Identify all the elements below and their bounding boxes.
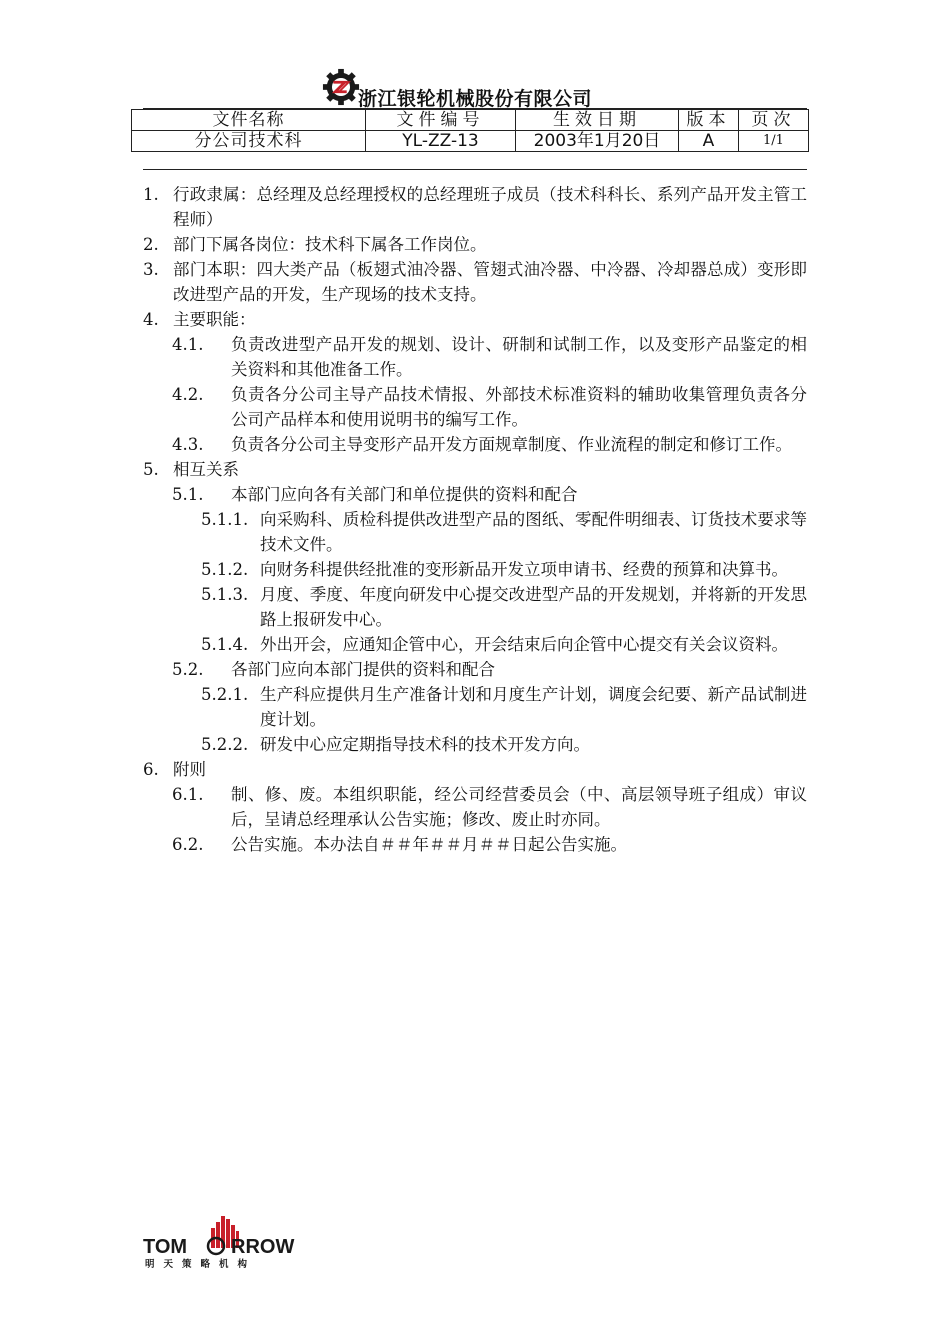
item-text: 向采购科、质检科提供改进型产品的图纸、零配件明细表、订货技术要求等技术文件。	[260, 510, 807, 554]
item-number: 6.2.	[172, 835, 204, 854]
item-number: 5.2.1.	[201, 685, 249, 704]
list-item	[143, 232, 807, 257]
list-item	[143, 332, 807, 382]
item-text: 外出开会，应通知企管中心，开会结束后向企管中心提交有关会议资料。	[260, 635, 788, 654]
value-cell-file-name: 分公司技术科	[132, 131, 366, 152]
item-number: 5.1.2.	[201, 560, 249, 579]
list-item	[143, 457, 807, 482]
item-text: 月度、季度、年度向研发中心提交改进型产品的开发规划，并将新的开发思路上报研发中心。	[260, 585, 807, 629]
item-text: 向财务科提供经批准的变形新品开发立项申请书、经费的预算和决算书。	[260, 560, 788, 579]
item-text: 负责各分公司主导变形产品开发方面规章制度、作业流程的制定和修订工作。	[231, 435, 792, 454]
value-cell-effective-date: 2003年1月20日	[516, 131, 679, 152]
item-number: 5.1.3.	[201, 585, 249, 604]
item-text: 公告实施。本办法自＃＃年＃＃月＃＃日起公告实施。	[231, 835, 627, 854]
item-text: 相互关系	[173, 460, 239, 479]
company-name: 浙江银轮机械股份有限公司	[358, 88, 593, 110]
item-text: 负责各分公司主导产品技术情报、外部技术标准资料的辅助收集管理负责各分公司产品样本和使用说明书的编写工作。	[231, 385, 807, 429]
list-item	[143, 582, 807, 632]
header-cell-page: 页次	[739, 110, 809, 131]
header-cell-file-name: 文件名称	[132, 110, 366, 131]
list-item	[143, 632, 807, 657]
item-text: 生产科应提供月生产准备计划和月度生产计划，调度会纪要、新产品试制进度计划。	[260, 685, 807, 729]
list-item	[143, 732, 807, 757]
company-gear-logo-icon	[322, 68, 360, 106]
list-item	[143, 657, 807, 682]
item-text: 本部门应向各有关部门和单位提供的资料和配合	[231, 485, 578, 504]
list-item	[143, 832, 807, 857]
info-table-value-row	[132, 131, 809, 152]
item-text: 主要职能：	[173, 310, 256, 329]
item-text: 附则	[173, 760, 206, 779]
item-number: 5.1.1.	[201, 510, 249, 529]
info-table-header-row	[132, 110, 809, 131]
header-cell-file-number: 文件编号	[366, 110, 516, 131]
document-header	[322, 68, 652, 112]
item-text: 行政隶属：总经理及总经理授权的总经理班子成员（技术科科长、系列产品开发主管工程师）	[173, 185, 807, 229]
item-number: 3.	[143, 260, 159, 279]
item-text: 负责改进型产品开发的规划、设计、研制和试制工作，以及变形产品鉴定的相关资料和其他准备工作。	[231, 335, 807, 379]
item-text: 各部门应向本部门提供的资料和配合	[231, 660, 495, 679]
list-item	[143, 482, 807, 507]
list-item	[143, 682, 807, 732]
value-cell-page: 1/1	[739, 131, 809, 152]
value-cell-version: A	[679, 131, 739, 152]
list-item	[143, 557, 807, 582]
list-item	[143, 757, 807, 782]
list-item	[143, 782, 807, 832]
item-number: 5.2.	[172, 660, 204, 679]
list-item	[143, 182, 807, 232]
item-number: 4.1.	[172, 335, 204, 354]
document-info-table	[131, 109, 809, 152]
item-number: 6.1.	[172, 785, 204, 804]
header-cell-version: 版本	[679, 110, 739, 131]
header-cell-effective-date: 生效日期	[516, 110, 679, 131]
item-number: 4.3.	[172, 435, 204, 454]
brand-name-right: RROW	[231, 1236, 295, 1258]
item-text: 部门下属各岗位：技术科下属各工作岗位。	[173, 235, 487, 254]
brand-name-left: TOM	[143, 1236, 188, 1258]
item-text: 制、修、废。本组织职能，经公司经营委员会（中、高层领导班子组成）审议后，呈请总经理承认公告实施；修改、废止时亦同。	[231, 785, 807, 829]
document-body	[143, 182, 807, 857]
item-number: 5.1.	[172, 485, 204, 504]
list-item	[143, 432, 807, 457]
item-number: 4.	[143, 310, 159, 329]
list-item	[143, 382, 807, 432]
item-number: 6.	[143, 760, 159, 779]
item-text: 部门本职：四大类产品（板翅式油冷器、管翅式油冷器、中冷器、冷却器总成）变形即改进型产品的开发，生产现场的技术支持。	[173, 260, 807, 304]
list-item	[143, 507, 807, 557]
item-number: 4.2.	[172, 385, 204, 404]
brand-subtitle: 明天策略机构	[145, 1259, 257, 1270]
item-number: 2.	[143, 235, 159, 254]
list-item	[143, 257, 807, 307]
value-cell-file-number: YL-ZZ-13	[366, 131, 516, 152]
tomorrow-brand-logo	[143, 1214, 303, 1270]
list-item	[143, 307, 807, 332]
item-number: 1.	[143, 185, 159, 204]
item-text: 研发中心应定期指导技术科的技术开发方向。	[260, 735, 590, 754]
item-number: 5.2.2.	[201, 735, 249, 754]
item-number: 5.1.4.	[201, 635, 249, 654]
item-number: 5.	[143, 460, 159, 479]
content-rule	[143, 169, 807, 170]
